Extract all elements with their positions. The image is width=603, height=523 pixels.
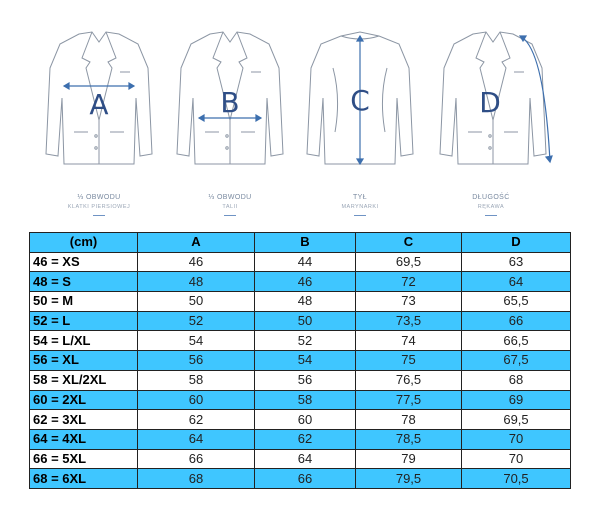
- figure-b: [165, 28, 295, 178]
- size-label: 68 = 6XL: [30, 469, 138, 489]
- value-d: 65,5: [462, 292, 571, 312]
- value-d: 66,5: [462, 331, 571, 351]
- size-label: 64 = 4XL: [30, 429, 138, 449]
- header-c: C: [356, 233, 462, 253]
- value-c: 73,5: [356, 311, 462, 331]
- header-d: D: [462, 233, 571, 253]
- value-d: 64: [462, 272, 571, 292]
- size-label: 60 = 2XL: [30, 390, 138, 410]
- value-a: 60: [138, 390, 255, 410]
- value-a: 46: [138, 252, 255, 272]
- value-d: 68: [462, 370, 571, 390]
- size-label: 46 = XS: [30, 252, 138, 272]
- caption-b-label: ⅓ OBWODU: [208, 194, 252, 201]
- size-label: 50 = M: [30, 292, 138, 312]
- table-row: [30, 449, 571, 469]
- value-b: 44: [255, 252, 356, 272]
- value-b: 46: [255, 272, 356, 292]
- value-a: 52: [138, 311, 255, 331]
- caption-c-sublabel: MARYNARKI: [341, 204, 379, 210]
- jacket-back-length-icon: [295, 28, 425, 178]
- figure-a-letter: A: [89, 88, 109, 121]
- size-label: 56 = XL: [30, 351, 138, 371]
- value-c: 75: [356, 351, 462, 371]
- caption-b-rule: [224, 215, 236, 216]
- figure-c-letter: C: [350, 84, 370, 117]
- value-c: 79,5: [356, 469, 462, 489]
- caption-a-sublabel: KLATKI PIERSIOWEJ: [67, 204, 131, 210]
- size-label: 62 = 3XL: [30, 410, 138, 430]
- value-b: 66: [255, 469, 356, 489]
- jacket-front-chest-icon: [34, 28, 164, 178]
- value-b: 60: [255, 410, 356, 430]
- jacket-front-waist-icon: [165, 28, 295, 178]
- value-a: 56: [138, 351, 255, 371]
- value-b: 50: [255, 311, 356, 331]
- caption-c: [290, 194, 430, 216]
- table-row: [30, 272, 571, 292]
- figure-d-letter: D: [479, 86, 501, 119]
- value-a: 68: [138, 469, 255, 489]
- value-b: 48: [255, 292, 356, 312]
- value-a: 54: [138, 331, 255, 351]
- value-a: 62: [138, 410, 255, 430]
- value-d: 70,5: [462, 469, 571, 489]
- table-row: [30, 292, 571, 312]
- value-b: 62: [255, 429, 356, 449]
- value-b: 56: [255, 370, 356, 390]
- caption-b: [160, 194, 300, 216]
- table-header-row: [30, 233, 571, 253]
- jacket-sleeve-length-icon: [428, 28, 558, 178]
- size-label: 52 = L: [30, 311, 138, 331]
- value-d: 70: [462, 429, 571, 449]
- value-c: 76,5: [356, 370, 462, 390]
- value-a: 66: [138, 449, 255, 469]
- table-row: [30, 351, 571, 371]
- table-row: [30, 410, 571, 430]
- caption-d-rule: [485, 215, 497, 216]
- table-row: [30, 331, 571, 351]
- caption-d-label: DŁUGOŚĆ: [472, 194, 510, 201]
- table-row: [30, 370, 571, 390]
- value-c: 74: [356, 331, 462, 351]
- table-row: [30, 311, 571, 331]
- value-d: 70: [462, 449, 571, 469]
- caption-c-label: TYŁ: [352, 194, 368, 201]
- header-unit: (cm): [30, 233, 138, 253]
- value-d: 66: [462, 311, 571, 331]
- value-d: 69,5: [462, 410, 571, 430]
- value-c: 78,5: [356, 429, 462, 449]
- figure-b-letter: B: [220, 86, 240, 119]
- header-b: B: [255, 233, 356, 253]
- caption-a-rule: [93, 215, 105, 216]
- size-table: [29, 232, 571, 489]
- table-row: [30, 469, 571, 489]
- size-label: 58 = XL/2XL: [30, 370, 138, 390]
- caption-a-label: ⅓ OBWODU: [77, 194, 121, 201]
- caption-c-rule: [354, 215, 366, 216]
- value-b: 52: [255, 331, 356, 351]
- value-b: 64: [255, 449, 356, 469]
- value-a: 50: [138, 292, 255, 312]
- figure-c: [295, 28, 425, 178]
- value-c: 79: [356, 449, 462, 469]
- value-c: 69,5: [356, 252, 462, 272]
- caption-a: [29, 194, 169, 216]
- value-b: 58: [255, 390, 356, 410]
- value-d: 67,5: [462, 351, 571, 371]
- table-row: [30, 252, 571, 272]
- value-c: 78: [356, 410, 462, 430]
- value-a: 58: [138, 370, 255, 390]
- value-d: 63: [462, 252, 571, 272]
- value-a: 48: [138, 272, 255, 292]
- header-a: A: [138, 233, 255, 253]
- caption-b-sublabel: TALII: [222, 204, 238, 210]
- value-b: 54: [255, 351, 356, 371]
- table-row: [30, 429, 571, 449]
- value-c: 73: [356, 292, 462, 312]
- figure-d: [428, 28, 558, 178]
- caption-d-sublabel: RĘKAWA: [477, 204, 505, 210]
- table-row: [30, 390, 571, 410]
- value-c: 77,5: [356, 390, 462, 410]
- size-label: 66 = 5XL: [30, 449, 138, 469]
- caption-d: [421, 194, 561, 216]
- value-c: 72: [356, 272, 462, 292]
- measurement-figures: [0, 0, 603, 222]
- value-a: 64: [138, 429, 255, 449]
- figure-a: [34, 28, 164, 178]
- size-label: 48 = S: [30, 272, 138, 292]
- value-d: 69: [462, 390, 571, 410]
- size-label: 54 = L/XL: [30, 331, 138, 351]
